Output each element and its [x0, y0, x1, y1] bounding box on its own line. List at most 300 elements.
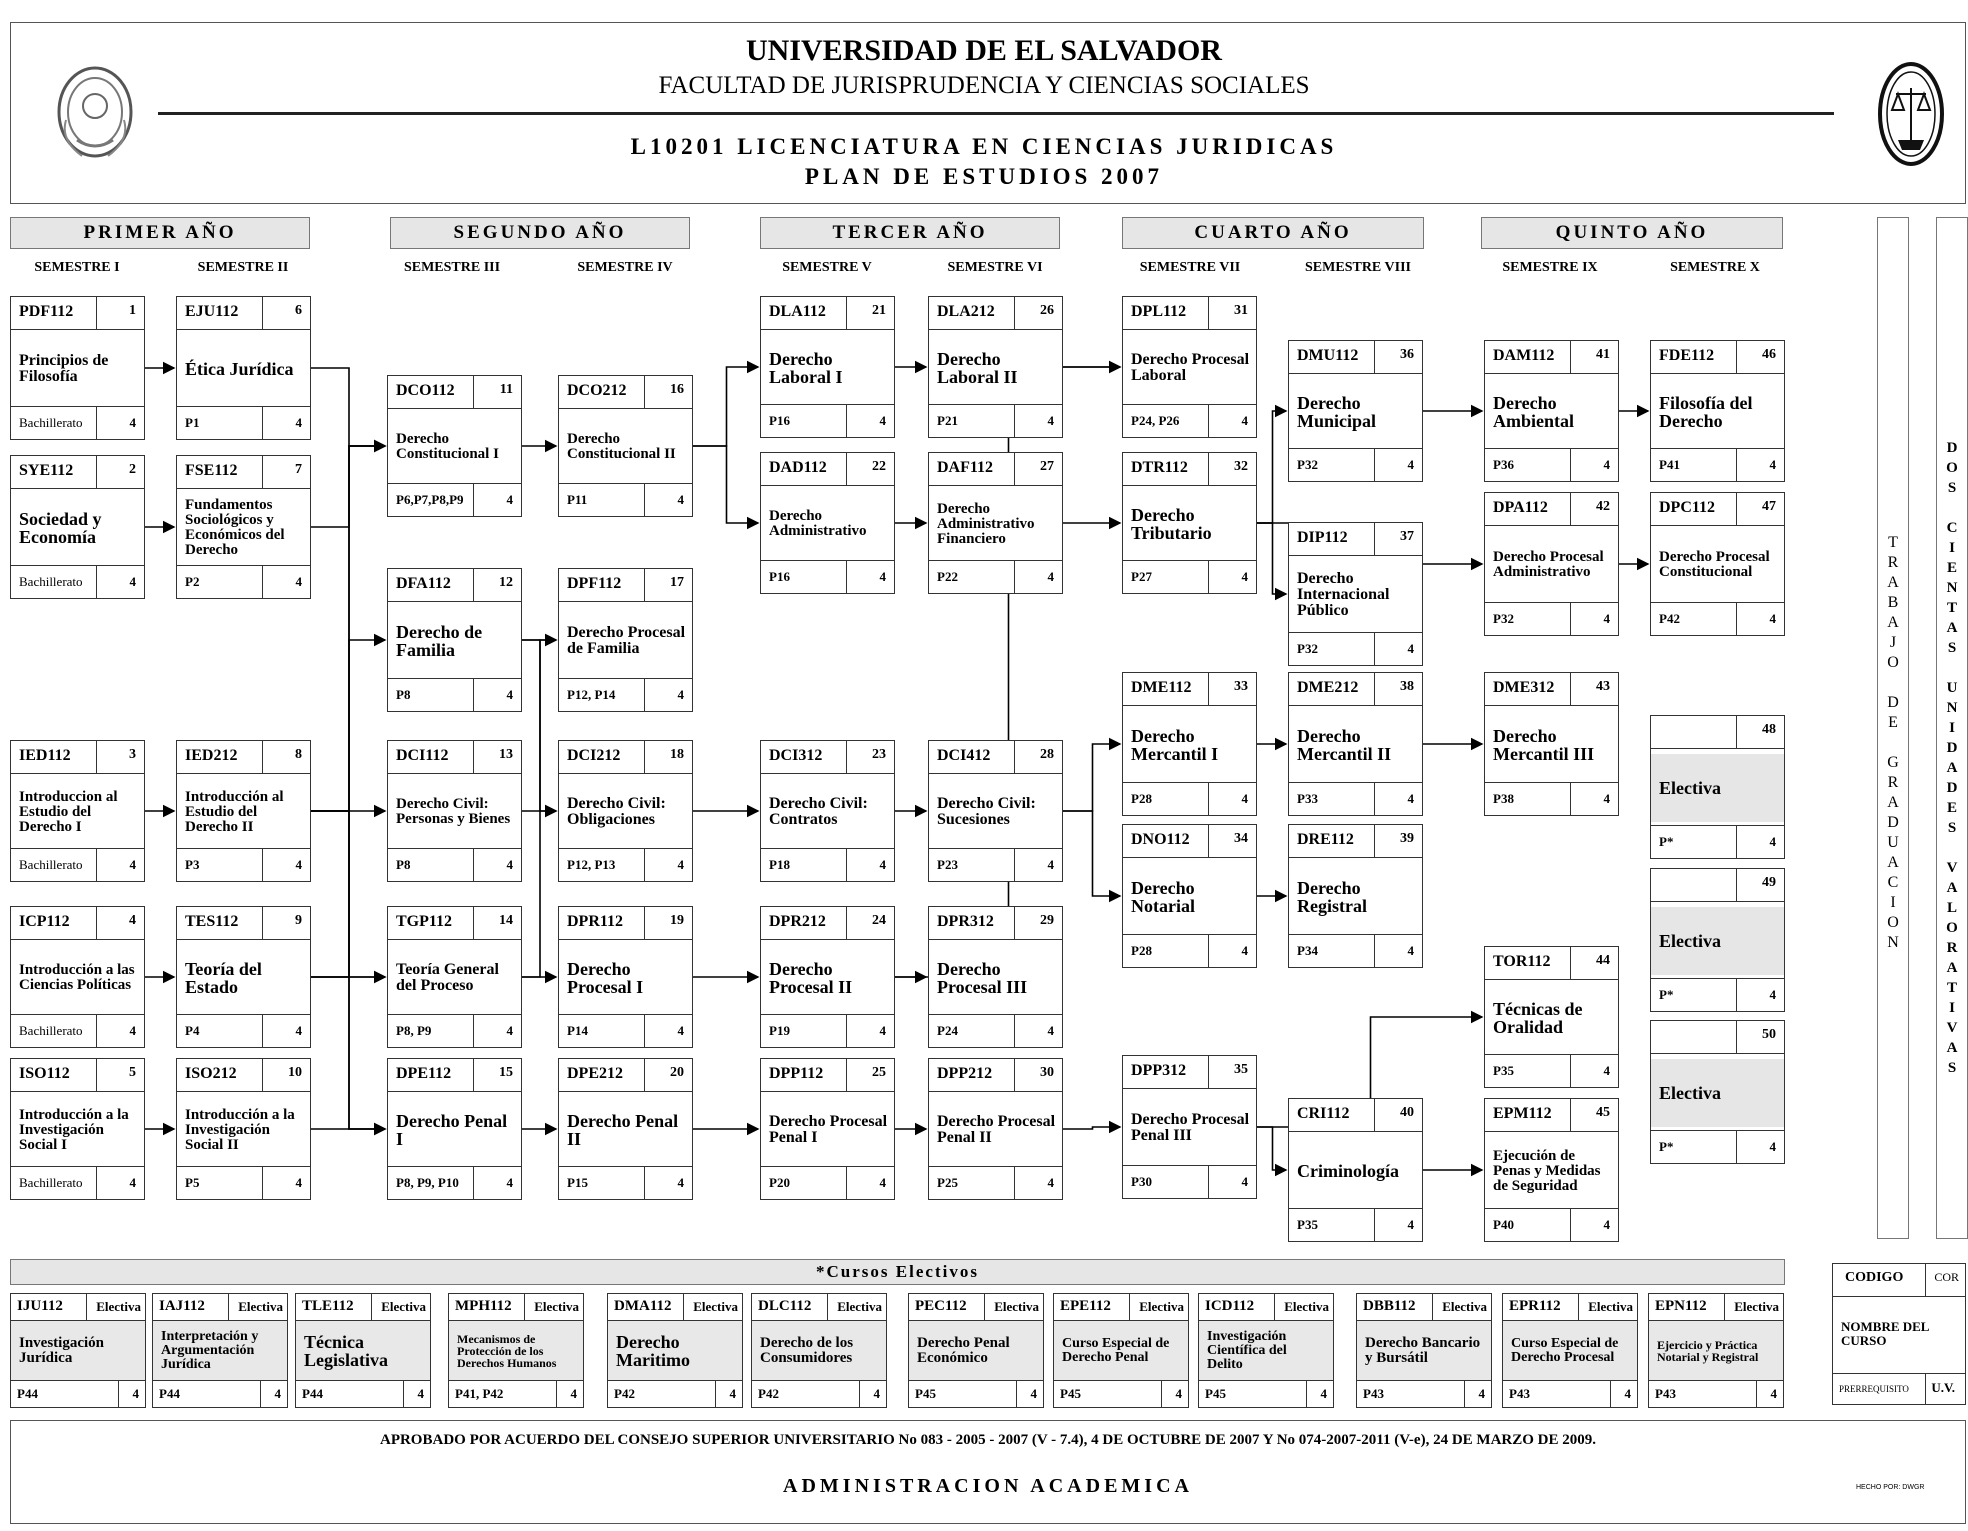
legend-name: NOMBRE DEL CURSO	[1841, 1319, 1929, 1348]
card-divider	[1651, 373, 1784, 374]
card-divider	[1736, 1021, 1737, 1053]
card-divider	[559, 939, 692, 940]
course-uv: 4	[506, 1023, 513, 1038]
course-number: 17	[670, 575, 684, 590]
course-code: ISO212	[185, 1065, 237, 1082]
card-divider	[929, 773, 1062, 774]
card-divider	[1432, 1294, 1433, 1320]
card-divider	[761, 848, 894, 849]
card-divider	[1651, 448, 1784, 449]
elective-prerequisite: P45	[1205, 1386, 1226, 1401]
course-name: Derecho Civil: Contratos	[769, 795, 868, 828]
course-prerequisite: P18	[769, 857, 790, 872]
card-divider	[11, 1014, 144, 1015]
card-divider	[177, 1091, 310, 1092]
prerequisite-arrow	[311, 446, 385, 527]
prerequisite-arrow	[311, 977, 385, 1129]
card-divider	[1485, 1208, 1618, 1209]
card-divider	[559, 483, 692, 484]
course-prerequisite: P32	[1297, 641, 1318, 656]
card-divider	[1014, 405, 1015, 437]
card-divider	[1570, 1209, 1571, 1241]
card-divider	[1289, 705, 1422, 706]
course-name: Derecho de Familia	[396, 622, 483, 660]
course-uv: 4	[1769, 1139, 1776, 1154]
card-divider	[929, 404, 1062, 405]
course-prerequisite: P24	[937, 1023, 958, 1038]
elective-prerequisite: P43	[1363, 1386, 1384, 1401]
course-card	[1288, 522, 1423, 666]
course-uv: 4	[1603, 1063, 1610, 1078]
elective-code: IJU112	[17, 1298, 63, 1314]
card-divider	[1651, 748, 1784, 749]
course-prerequisite: P12, P14	[567, 687, 616, 702]
course-uv: 4	[677, 1023, 684, 1038]
elective-name: Derecho Maritimo	[608, 1321, 742, 1380]
card-divider	[1485, 602, 1618, 603]
course-card	[928, 1058, 1063, 1200]
card-divider	[96, 1167, 97, 1199]
course-card	[928, 906, 1063, 1048]
card-divider	[1123, 782, 1256, 783]
card-divider	[1570, 673, 1571, 705]
course-uv: 4	[1769, 834, 1776, 849]
course-number: 44	[1596, 953, 1610, 968]
course-name: Derecho Penal II	[567, 1111, 679, 1149]
card-divider	[761, 1166, 894, 1167]
course-card	[928, 740, 1063, 882]
prerequisite-arrow	[1063, 744, 1120, 811]
card-divider	[1464, 1381, 1465, 1407]
card-divider	[644, 1059, 645, 1091]
elective-card	[1502, 1293, 1638, 1408]
elective-tag: Electiva	[1442, 1299, 1487, 1314]
course-uv: 4	[1047, 413, 1054, 428]
card-divider	[1306, 1381, 1307, 1407]
course-code: TOR112	[1493, 953, 1551, 970]
course-number: 32	[1234, 459, 1248, 474]
card-divider	[262, 407, 263, 439]
card-divider	[846, 1167, 847, 1199]
university-title: UNIVERSIDAD DE EL SALVADOR	[746, 34, 1222, 67]
course-number: 49	[1762, 875, 1776, 890]
course-card	[1122, 296, 1257, 438]
course-name: Derecho Procesal Penal III	[1131, 1111, 1250, 1144]
course-code: DPE212	[567, 1065, 623, 1082]
prerequisite-arrow	[311, 811, 385, 977]
elective-prerequisite: P44	[159, 1386, 180, 1401]
card-divider	[262, 456, 263, 488]
course-number: 47	[1762, 499, 1776, 514]
card-divider	[1570, 603, 1571, 635]
course-number: 48	[1762, 722, 1776, 737]
course-name: Derecho Penal I	[396, 1111, 508, 1149]
prerequisite-arrow	[1063, 811, 1120, 896]
course-number: 38	[1400, 679, 1414, 694]
card-divider	[118, 1381, 119, 1407]
elective-tag: Electiva	[534, 1299, 579, 1314]
card-divider	[1756, 1381, 1757, 1407]
course-code: DCI312	[769, 747, 823, 764]
course-code: DNO112	[1131, 831, 1190, 848]
card-divider	[96, 849, 97, 881]
card-divider	[1208, 453, 1209, 485]
elective-card	[295, 1293, 431, 1408]
card-divider	[262, 1059, 263, 1091]
card-divider	[1014, 453, 1015, 485]
elective-uv: 4	[417, 1386, 424, 1401]
elective-card	[1648, 1293, 1784, 1408]
course-number: 6	[295, 303, 302, 318]
card-divider	[388, 848, 521, 849]
course-number: 24	[872, 913, 886, 928]
course-code: TES112	[185, 913, 239, 930]
card-divider	[96, 566, 97, 598]
course-uv: 4	[1241, 569, 1248, 584]
course-name: Electiva	[1651, 754, 1784, 822]
course-card	[1288, 340, 1423, 482]
course-number: 5	[129, 1065, 136, 1080]
card-divider	[96, 456, 97, 488]
elective-code: TLE112	[302, 1298, 354, 1314]
card-divider	[296, 1380, 430, 1381]
card-divider	[449, 1380, 583, 1381]
course-code: DPL112	[1131, 303, 1187, 320]
card-divider	[761, 939, 894, 940]
prerequisite-arrow	[1257, 411, 1286, 523]
legend-divider	[1925, 1264, 1926, 1296]
card-divider	[1570, 341, 1571, 373]
course-code: EJU112	[185, 303, 239, 320]
card-divider	[11, 488, 144, 489]
elective-card	[1356, 1293, 1492, 1408]
card-divider	[929, 848, 1062, 849]
card-divider	[96, 907, 97, 939]
card-divider	[1014, 1167, 1015, 1199]
course-prerequisite: P35	[1297, 1217, 1318, 1232]
course-card	[1122, 824, 1257, 968]
elective-prerequisite: P43	[1655, 1386, 1676, 1401]
card-divider	[388, 1166, 521, 1167]
card-divider	[1485, 525, 1618, 526]
course-code: DPE112	[396, 1065, 452, 1082]
card-divider	[96, 1015, 97, 1047]
course-prerequisite: P5	[185, 1175, 200, 1190]
course-uv: 4	[1769, 457, 1776, 472]
card-divider	[909, 1380, 1043, 1381]
course-name: Electiva	[1651, 1059, 1784, 1127]
year-header-4: CUARTO AÑO	[1122, 217, 1424, 249]
elective-card	[1198, 1293, 1334, 1408]
card-divider	[644, 376, 645, 408]
course-prerequisite: P28	[1131, 791, 1152, 806]
card-divider	[96, 1059, 97, 1091]
course-number: 15	[499, 1065, 513, 1080]
card-divider	[1374, 341, 1375, 373]
elective-tag: Electiva	[1284, 1299, 1329, 1314]
legend-divider	[1833, 1373, 1965, 1374]
course-card	[928, 296, 1063, 438]
card-divider	[559, 1091, 692, 1092]
card-divider	[262, 1015, 263, 1047]
course-prerequisite: P*	[1659, 834, 1674, 849]
card-divider	[177, 848, 310, 849]
elective-name: Derecho Bancario y Bursátil	[1357, 1321, 1491, 1380]
course-prerequisite: P2	[185, 574, 200, 589]
course-card	[1484, 946, 1619, 1088]
card-divider	[859, 1381, 860, 1407]
course-name: Derecho Mercantil III	[1493, 726, 1595, 764]
card-divider	[1208, 405, 1209, 437]
course-card	[387, 568, 522, 712]
elective-card	[607, 1293, 743, 1408]
elective-prerequisite: P44	[17, 1386, 38, 1401]
course-name: Derecho Municipal	[1297, 393, 1377, 431]
course-card	[1484, 1098, 1619, 1242]
program-title: L10201 LICENCIATURA EN CIENCIAS JURIDICAS	[630, 134, 1338, 159]
course-name: Derecho Procesal Laboral	[1131, 351, 1250, 384]
course-code: DAF112	[937, 459, 993, 476]
semester-label: SEMESTRE II	[197, 260, 289, 275]
course-code: DPR112	[567, 913, 623, 930]
card-divider	[96, 407, 97, 439]
course-prerequisite: P36	[1493, 457, 1514, 472]
course-card	[10, 455, 145, 599]
legend-code: CODIGO	[1845, 1270, 1904, 1285]
course-uv: 4	[1241, 791, 1248, 806]
elective-code: DBB112	[1363, 1298, 1416, 1314]
course-prerequisite: P11	[567, 492, 588, 507]
course-prerequisite: P34	[1297, 943, 1318, 958]
card-divider	[473, 1015, 474, 1047]
course-code: ISO112	[19, 1065, 70, 1082]
card-divider	[752, 1380, 886, 1381]
card-divider	[1123, 705, 1256, 706]
card-divider	[1289, 1208, 1422, 1209]
prerequisite-arrow	[522, 640, 556, 811]
elective-card	[152, 1293, 288, 1408]
card-divider	[1651, 525, 1784, 526]
elective-name: Curso Especial de Derecho Procesal	[1503, 1321, 1637, 1380]
course-card	[387, 375, 522, 517]
valorative-units-label: D O S C I E N T A S U N I D A D E S V A L O R A T I V A S	[1946, 440, 1958, 1076]
course-card	[387, 906, 522, 1048]
course-card	[1650, 868, 1785, 1012]
course-uv: 4	[1241, 413, 1248, 428]
card-divider	[1570, 783, 1571, 815]
card-divider	[1161, 1381, 1162, 1407]
course-code: DME212	[1297, 679, 1359, 696]
course-name: Derecho Administrativo	[769, 508, 867, 539]
office-title: ADMINISTRACION ACADEMICA	[783, 1475, 1193, 1497]
card-divider	[1374, 783, 1375, 815]
elective-name: Investigación Jurídica	[11, 1321, 145, 1380]
card-divider	[1570, 493, 1571, 525]
card-divider	[1014, 297, 1015, 329]
course-code: CRI112	[1297, 1105, 1350, 1122]
elective-tag: Electiva	[96, 1299, 141, 1314]
course-card	[1484, 672, 1619, 816]
course-uv: 4	[1407, 943, 1414, 958]
card-divider	[1503, 1380, 1637, 1381]
card-divider	[1649, 1380, 1783, 1381]
prerequisite-arrow	[311, 640, 385, 811]
card-divider	[177, 406, 310, 407]
course-uv: 4	[295, 574, 302, 589]
course-prerequisite: Bachillerato	[19, 1023, 83, 1038]
course-name: Derecho Constitucional II	[567, 431, 676, 462]
course-code: DPR212	[769, 913, 826, 930]
course-name: Introducción al Estudio del Derecho II	[185, 788, 284, 835]
course-name: Derecho Procesal Penal II	[937, 1113, 1056, 1146]
card-divider	[1736, 341, 1737, 373]
course-prerequisite: P23	[937, 857, 958, 872]
course-prerequisite: P42	[1659, 611, 1680, 626]
card-divider	[1199, 1380, 1333, 1381]
card-divider	[1736, 449, 1737, 481]
course-code: DME312	[1493, 679, 1555, 696]
elective-uv: 4	[1478, 1386, 1485, 1401]
card-divider	[1736, 716, 1737, 748]
course-card	[176, 740, 311, 882]
card-divider	[11, 1380, 145, 1381]
elective-code: IAJ112	[159, 1298, 205, 1314]
course-prerequisite: P*	[1659, 1139, 1674, 1154]
course-number: 16	[670, 382, 684, 397]
course-number: 7	[295, 462, 302, 477]
course-card	[387, 1058, 522, 1200]
card-divider	[11, 773, 144, 774]
card-divider	[644, 1167, 645, 1199]
elective-card	[1053, 1293, 1189, 1408]
card-divider	[96, 741, 97, 773]
card-divider	[1570, 1099, 1571, 1131]
card-divider	[1208, 561, 1209, 593]
course-card	[10, 740, 145, 882]
course-name: Teoría del Estado	[185, 959, 262, 997]
course-card	[176, 906, 311, 1048]
card-divider	[1123, 857, 1256, 858]
course-card	[558, 740, 693, 882]
elective-tag: Electiva	[1139, 1299, 1184, 1314]
elective-card	[10, 1293, 146, 1408]
course-name: Introducción a la Investigación Social I	[19, 1106, 129, 1153]
course-uv: 4	[129, 857, 136, 872]
course-uv: 4	[1603, 791, 1610, 806]
course-card	[558, 375, 693, 517]
card-divider	[644, 907, 645, 939]
course-number: 27	[1040, 459, 1054, 474]
course-card	[10, 906, 145, 1048]
card-divider	[846, 405, 847, 437]
card-divider	[11, 329, 144, 330]
card-divider	[1570, 947, 1571, 979]
course-prerequisite: P40	[1493, 1217, 1514, 1232]
course-prerequisite: P15	[567, 1175, 588, 1190]
course-uv: 4	[879, 857, 886, 872]
card-divider	[761, 560, 894, 561]
course-uv: 4	[506, 1175, 513, 1190]
card-divider	[644, 569, 645, 601]
card-divider	[1123, 329, 1256, 330]
course-prerequisite: P21	[937, 413, 958, 428]
card-divider	[1485, 1131, 1618, 1132]
card-divider	[473, 679, 474, 711]
card-divider	[846, 907, 847, 939]
elective-uv: 4	[570, 1386, 577, 1401]
course-name: Derecho Civil: Personas y Bienes	[396, 796, 511, 827]
card-divider	[644, 484, 645, 516]
graduation-work-label: T R A B A J O D E G R A D U A C I O N	[1887, 534, 1899, 951]
course-number: 10	[288, 1065, 302, 1080]
course-prerequisite: P25	[937, 1175, 958, 1190]
course-code: DAD112	[769, 459, 827, 476]
course-card	[1122, 1055, 1257, 1199]
course-number: 13	[499, 747, 513, 762]
course-prerequisite: P*	[1659, 987, 1674, 1002]
course-code: DAM112	[1493, 347, 1555, 364]
card-divider	[1651, 1053, 1784, 1054]
course-number: 25	[872, 1065, 886, 1080]
card-divider	[262, 907, 263, 939]
course-card	[1288, 1098, 1423, 1242]
card-divider	[1123, 485, 1256, 486]
prerequisite-arrow	[693, 367, 758, 446]
course-prerequisite: Bachillerato	[19, 574, 83, 589]
elective-name: Derecho Penal Económico	[909, 1321, 1043, 1380]
course-name: Técnicas de Oralidad	[1493, 999, 1583, 1037]
course-prerequisite: P19	[769, 1023, 790, 1038]
elective-tag: Electiva	[1588, 1299, 1633, 1314]
course-uv: 4	[1603, 1217, 1610, 1232]
card-divider	[1724, 1294, 1725, 1320]
course-uv: 4	[295, 857, 302, 872]
card-divider	[177, 773, 310, 774]
card-divider	[177, 1014, 310, 1015]
elective-name: Investigación Científica del Delito	[1199, 1321, 1333, 1380]
card-divider	[1736, 826, 1737, 858]
course-uv: 4	[677, 687, 684, 702]
course-prerequisite: P8	[396, 857, 411, 872]
course-uv: 4	[1047, 569, 1054, 584]
course-prerequisite: P8, P9, P10	[396, 1175, 459, 1190]
electives-title: *Cursos Electivos	[10, 1259, 1785, 1285]
year-header-1: PRIMER AÑO	[10, 217, 310, 249]
course-number: 26	[1040, 303, 1054, 318]
course-uv: 4	[1047, 857, 1054, 872]
card-divider	[262, 741, 263, 773]
card-divider	[388, 483, 521, 484]
course-card	[1650, 715, 1785, 859]
course-name: Criminología	[1297, 1161, 1399, 1181]
card-divider	[388, 773, 521, 774]
course-uv: 4	[677, 857, 684, 872]
card-divider	[11, 848, 144, 849]
course-code: DMU112	[1297, 347, 1359, 364]
card-divider	[559, 773, 692, 774]
elective-prerequisite: P45	[915, 1386, 936, 1401]
elective-card	[908, 1293, 1044, 1408]
card-divider	[388, 1014, 521, 1015]
elective-prerequisite: P41, P42	[455, 1386, 504, 1401]
card-divider	[846, 297, 847, 329]
legend-box	[1832, 1263, 1966, 1405]
course-uv: 4	[879, 1175, 886, 1190]
course-prerequisite: P1	[185, 415, 200, 430]
course-number: 9	[295, 913, 302, 928]
card-divider	[1014, 1059, 1015, 1091]
card-divider	[177, 488, 310, 489]
